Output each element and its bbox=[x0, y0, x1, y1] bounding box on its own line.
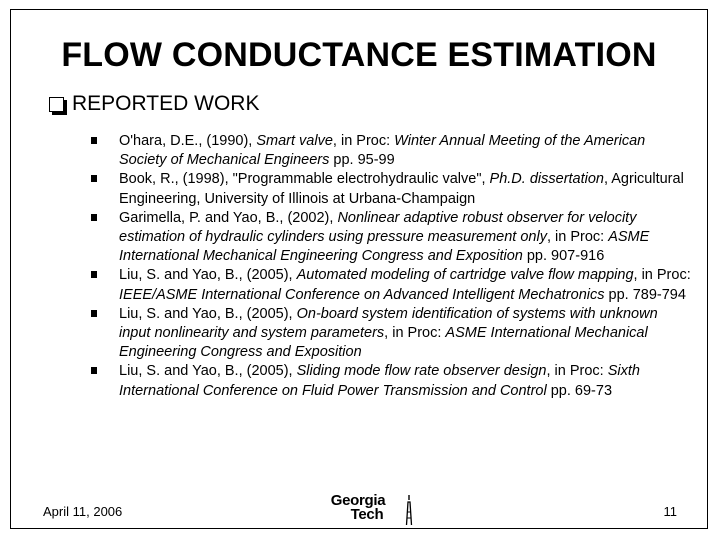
checkbox-square-icon bbox=[49, 97, 64, 112]
reference-text: Book, R., (1998), "Programmable electrohydraulic valve", Ph.D. dissertation, Agricultural Engineering, University of Illinois at Urbana-Champaign bbox=[119, 171, 684, 207]
reference-list bbox=[91, 132, 691, 401]
reference-item bbox=[91, 170, 691, 208]
reference-text: O'hara, D.E., (1990), Smart valve, in Proc: Winter Annual Meeting of the American Society of Mechanical Engineers pp. 95-99 bbox=[119, 133, 646, 169]
logo-wordmark: Georgia Tech bbox=[330, 492, 386, 523]
reference-text: Garimella, P. and Yao, B., (2002), Nonlinear adaptive robust observer for velocity estimation of hydraulic cylinders using pressure measurement only, in Proc: ASME International Mechanical Engineering Congress and Exposition pp. 907-916 bbox=[119, 209, 650, 265]
square-bullet-icon bbox=[91, 271, 97, 278]
georgia-tech-logo bbox=[314, 494, 420, 526]
slide bbox=[10, 9, 708, 529]
section-heading bbox=[49, 92, 259, 116]
reference-item bbox=[91, 132, 691, 170]
tech-tower-icon bbox=[402, 494, 416, 526]
footer-date: April 11, 2006 bbox=[43, 504, 123, 519]
square-bullet-icon bbox=[91, 310, 97, 317]
reference-item bbox=[91, 362, 691, 400]
reference-text: Liu, S. and Yao, B., (2005), On-board system identification of systems with unknown input nonlinearity and system parameters, in Proc: ASME International Mechanical Engineering Congress and Exposition bbox=[119, 305, 658, 361]
reference-text: Liu, S. and Yao, B., (2005), Sliding mode flow rate observer design, in Proc: Sixth International Conference on Fluid Power Transmission and Control pp. 69-73 bbox=[119, 363, 640, 399]
square-bullet-icon bbox=[91, 214, 97, 221]
reference-item bbox=[91, 209, 691, 267]
square-bullet-icon bbox=[91, 137, 97, 144]
square-bullet-icon bbox=[91, 367, 97, 374]
reference-item bbox=[91, 305, 691, 363]
section-heading-text: REPORTED WORK bbox=[72, 92, 260, 115]
page-number: 11 bbox=[663, 504, 677, 519]
reference-item bbox=[91, 266, 691, 304]
square-bullet-icon bbox=[91, 175, 97, 182]
reference-text: Liu, S. and Yao, B., (2005), Automated modeling of cartridge valve flow mapping, in Proc: IEEE/ASME International Conference on Advanced Intelligent Mechatronics pp. 789-794 bbox=[119, 267, 691, 303]
slide-title: FLOW CONDUCTANCE ESTIMATION bbox=[61, 36, 657, 74]
